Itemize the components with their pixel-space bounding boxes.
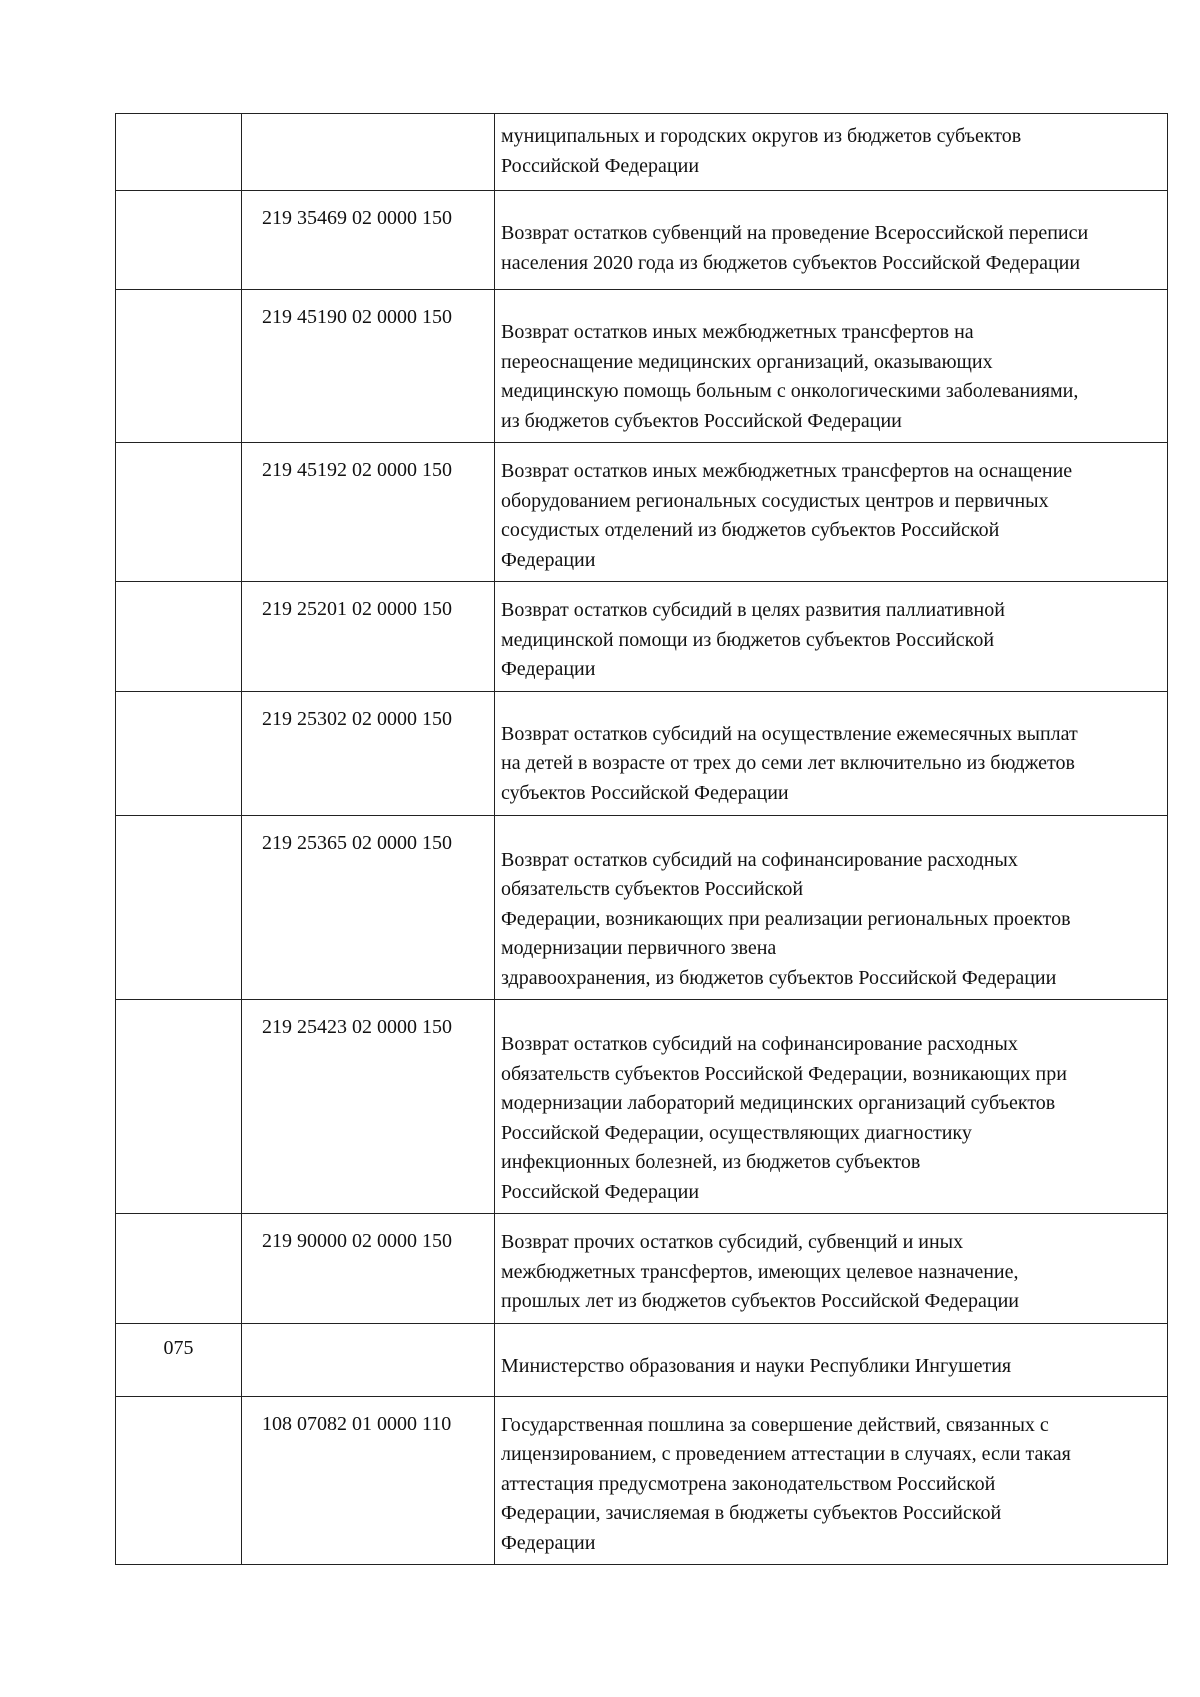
administrator-code-cell <box>116 1000 242 1214</box>
revenue-description-cell <box>495 582 1168 692</box>
budget-classification-code-cell: 219 45190 02 0000 150 <box>242 290 495 443</box>
description-line: Российской Федерации, осуществляющих диагностику <box>501 1121 972 1144</box>
budget-classification-code-cell: 219 90000 02 0000 150 <box>242 1214 495 1324</box>
administrator-code-cell <box>116 815 242 1000</box>
administrator-code-cell <box>116 691 242 815</box>
revenue-description-cell <box>495 290 1168 443</box>
description-line: Государственная пошлина за совершение действий, связанных с <box>501 1413 1049 1436</box>
description-line: Российской Федерации <box>501 154 700 177</box>
revenue-description-cell <box>495 691 1168 815</box>
description-line: муниципальных и городских округов из бюджетов субъектов <box>501 125 1022 147</box>
revenue-description-cell <box>495 1323 1168 1396</box>
description-line: субъектов Российской Федерации <box>501 781 789 804</box>
administrator-code-cell <box>116 1214 242 1324</box>
description-line: здравоохранения, из бюджетов субъектов Российской Федерации <box>501 966 1057 989</box>
revenue-description-cell <box>495 1000 1168 1214</box>
budget-classification-code-cell: 219 35469 02 0000 150 <box>242 191 495 290</box>
description-line: оборудованием региональных сосудистых центров и первичных <box>501 489 1049 512</box>
description-line: Возврат остатков субсидий на осуществление ежемесячных выплат <box>501 722 1078 745</box>
description-line: модернизации лабораторий медицинских организаций субъектов <box>501 1092 1056 1114</box>
revenue-description-cell <box>495 443 1168 582</box>
description-line: Федерации, зачисляемая в бюджеты субъектов Российской <box>501 1502 1002 1524</box>
description-line: инфекционных болезней, из бюджетов субъектов <box>501 1151 921 1173</box>
description-line: медицинской помощи из бюджетов субъектов Российской <box>501 628 995 651</box>
budget-classification-code-cell: 219 25201 02 0000 150 <box>242 582 495 692</box>
description-line: Федерации <box>501 1531 596 1554</box>
table-row <box>116 1396 1168 1565</box>
description-line: аттестация предусмотрена законодательством Российской <box>501 1472 996 1495</box>
description-line: Возврат прочих остатков субсидий, субвенций и иных <box>501 1231 964 1253</box>
table-row <box>116 191 1168 290</box>
administrator-code-cell <box>116 191 242 290</box>
table-row <box>116 582 1168 692</box>
budget-classification-code-cell <box>242 1323 495 1396</box>
description-line: Возврат остатков иных межбюджетных трансфертов на <box>501 321 974 343</box>
description-line: модернизации первичного звена <box>501 937 777 959</box>
budget-classification-code-cell: 108 07082 01 0000 110 <box>242 1396 495 1565</box>
revenue-description-cell <box>495 1396 1168 1565</box>
revenue-description-cell <box>495 1214 1168 1324</box>
description-line: на детей в возрасте от трех до семи лет включительно из бюджетов <box>501 752 1075 774</box>
budget-code-table <box>115 113 1168 1565</box>
table-row <box>116 1323 1168 1396</box>
description-line: переоснащение медицинских организаций, оказывающих <box>501 350 993 373</box>
description-line: медицинскую помощь больным с онкологическими заболеваниями, <box>501 380 1079 402</box>
budget-classification-code-cell <box>242 114 495 191</box>
description-line: прошлых лет из бюджетов субъектов Российской Федерации <box>501 1290 1019 1312</box>
description-line: Министерство образования и науки Республики Ингушетия <box>501 1354 1012 1377</box>
description-line: лицензированием, с проведением аттестации в случаях, если такая <box>501 1443 1071 1465</box>
administrator-code-cell <box>116 290 242 443</box>
description-line: сосудистых отделений из бюджетов субъектов Российской <box>501 519 1000 541</box>
description-line: обязательств субъектов Российской <box>501 878 804 900</box>
description-line: Возврат остатков субсидий на софинансирование расходных <box>501 1033 1018 1055</box>
table-row <box>116 815 1168 1000</box>
revenue-description-cell <box>495 191 1168 290</box>
description-line: Федерации <box>501 658 596 680</box>
table-row <box>116 691 1168 815</box>
table-row <box>116 1214 1168 1324</box>
description-line: Российской Федерации <box>501 1180 700 1203</box>
table-row <box>116 290 1168 443</box>
administrator-code-cell: 075 <box>116 1323 242 1396</box>
description-line: Федерации <box>501 548 596 571</box>
description-line: Возврат остатков субсидий на софинансирование расходных <box>501 848 1018 871</box>
budget-classification-code-cell: 219 25423 02 0000 150 <box>242 1000 495 1214</box>
description-line: Федерации, возникающих при реализации региональных проектов <box>501 907 1071 930</box>
administrator-code-cell <box>116 582 242 692</box>
table-body <box>116 114 1168 1565</box>
description-line: Возврат остатков субвенций на проведение Всероссийской переписи <box>501 222 1089 244</box>
administrator-code-cell <box>116 1396 242 1565</box>
budget-classification-code-cell: 219 25302 02 0000 150 <box>242 691 495 815</box>
description-line: населения 2020 года из бюджетов субъектов Российской Федерации <box>501 251 1081 274</box>
description-line: обязательств субъектов Российской Федерации, возникающих при <box>501 1062 1067 1085</box>
table-row <box>116 1000 1168 1214</box>
description-line: Возврат остатков субсидий в целях развития паллиативной <box>501 599 1005 621</box>
administrator-code-cell <box>116 114 242 191</box>
budget-classification-code-cell: 219 45192 02 0000 150 <box>242 443 495 582</box>
description-line: из бюджетов субъектов Российской Федерации <box>501 409 902 432</box>
budget-classification-code-cell: 219 25365 02 0000 150 <box>242 815 495 1000</box>
table-row <box>116 443 1168 582</box>
revenue-description-cell <box>495 815 1168 1000</box>
description-line: межбюджетных трансфертов, имеющих целевое назначение, <box>501 1260 1019 1283</box>
description-line: Возврат остатков иных межбюджетных трансфертов на оснащение <box>501 460 1073 482</box>
revenue-description-cell <box>495 114 1168 191</box>
administrator-code-cell <box>116 443 242 582</box>
table-row <box>116 114 1168 191</box>
